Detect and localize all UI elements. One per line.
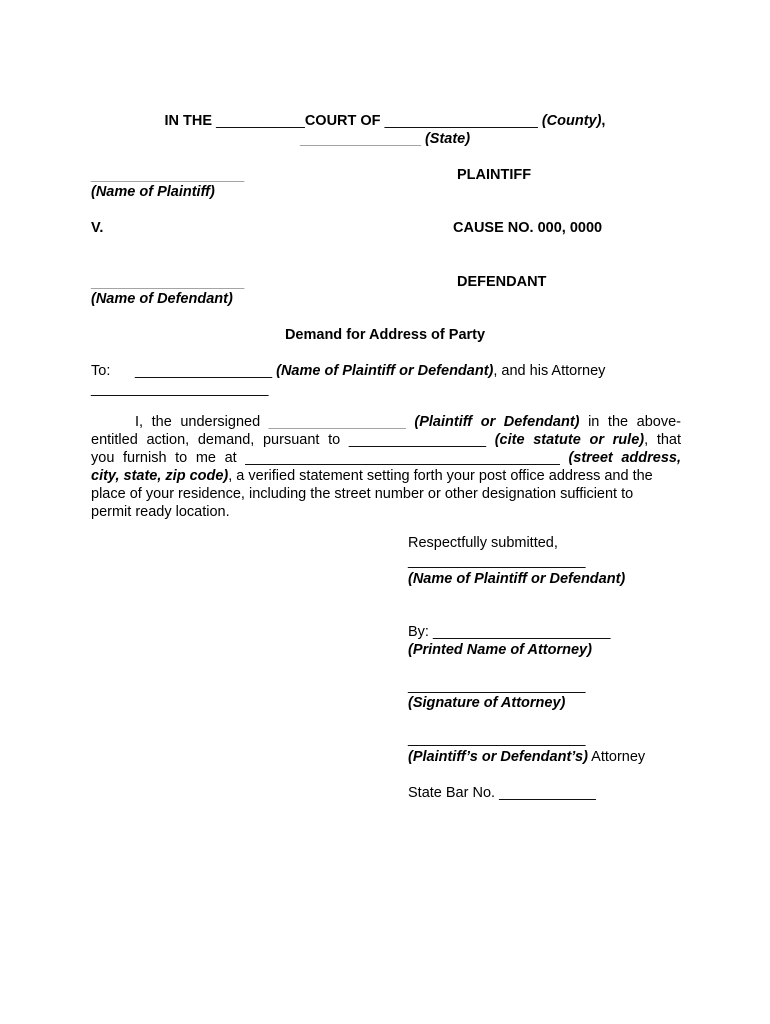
defendant-name-blank[interactable]: ___________________ [91,274,245,290]
statute-blank[interactable]: _________________ [348,432,487,448]
court-blank[interactable]: ___________ [216,113,305,129]
court-caption-line-2 [0,130,770,148]
to-name-label: (Name of Plaintiff or Defendant) [276,363,494,379]
versus-label: V. [91,220,104,236]
party-attorney-line [408,748,645,766]
plaintiff-role: PLAINTIFF [457,167,532,183]
by-line [408,623,610,641]
to-line [135,362,605,380]
party-attorney-blank[interactable]: ______________________ [408,731,586,747]
to-label: To: [91,363,111,379]
state-bar-label: State Bar No. [408,785,496,801]
body-line-6: permit ready location. [91,504,230,520]
county-blank[interactable]: ___________________ [384,113,538,129]
party-attorney-label: (Plaintiff’s or Defendant’s) [408,749,588,765]
address-blank[interactable]: _______________________________________ [245,450,560,466]
plaintiff-name-blank[interactable]: ___________________ [91,167,245,183]
by-label: By: [408,624,429,640]
signature-blank[interactable]: ______________________ [408,678,586,694]
document-title: Demand for Address of Party [284,327,486,343]
body-line-3: you furnish to me at _______________________________________ (street address, [91,450,682,466]
demand-paragraph [91,413,681,521]
signature-label: (Signature of Attorney) [408,695,566,711]
state-blank[interactable]: _______________ [299,131,421,147]
state-bar-line [408,784,596,802]
body-line-2: entitled action, demand, pursuant to _________________ (cite statute or rule), that [91,432,682,448]
submitter-name-label: (Name of Plaintiff or Defendant) [408,571,626,587]
by-blank[interactable]: ______________________ [432,624,611,640]
respectfully-submitted: Respectfully submitted, [408,535,558,551]
defendant-role: DEFENDANT [457,274,547,290]
in-the-label: IN THE [164,113,213,129]
to-name-blank[interactable]: _________________ [135,363,273,379]
submitter-name-blank[interactable]: ______________________ [408,553,586,569]
cause-number: CAUSE NO. 000, 0000 [453,220,603,236]
body-line-1: I, the undersigned _________________ (Plaintiff or Defendant) in the above- [135,414,681,430]
body-line-5: place of your residence, including the street number or other designation sufficient to [91,486,634,502]
plaintiff-name-label: (Name of Plaintiff) [91,184,215,200]
caption-comma: , [601,113,606,129]
county-label: (County) [541,113,602,129]
attorney-word: Attorney [587,749,646,765]
to-attorney-suffix: , and his Attorney [493,363,606,379]
defendant-name-label: (Name of Defendant) [91,291,233,307]
court-caption-line-1 [0,112,770,130]
court-of-label: COURT OF [304,113,381,129]
state-bar-blank[interactable]: ____________ [499,785,596,801]
state-label: (State) [424,131,471,147]
printed-name-label: (Printed Name of Attorney) [408,642,592,658]
party-blank[interactable]: _________________ [268,414,406,430]
to-attorney-blank[interactable]: ______________________ [91,381,269,397]
body-line-4: city, state, zip code), a verified statement setting forth your post office address and the [91,468,653,484]
